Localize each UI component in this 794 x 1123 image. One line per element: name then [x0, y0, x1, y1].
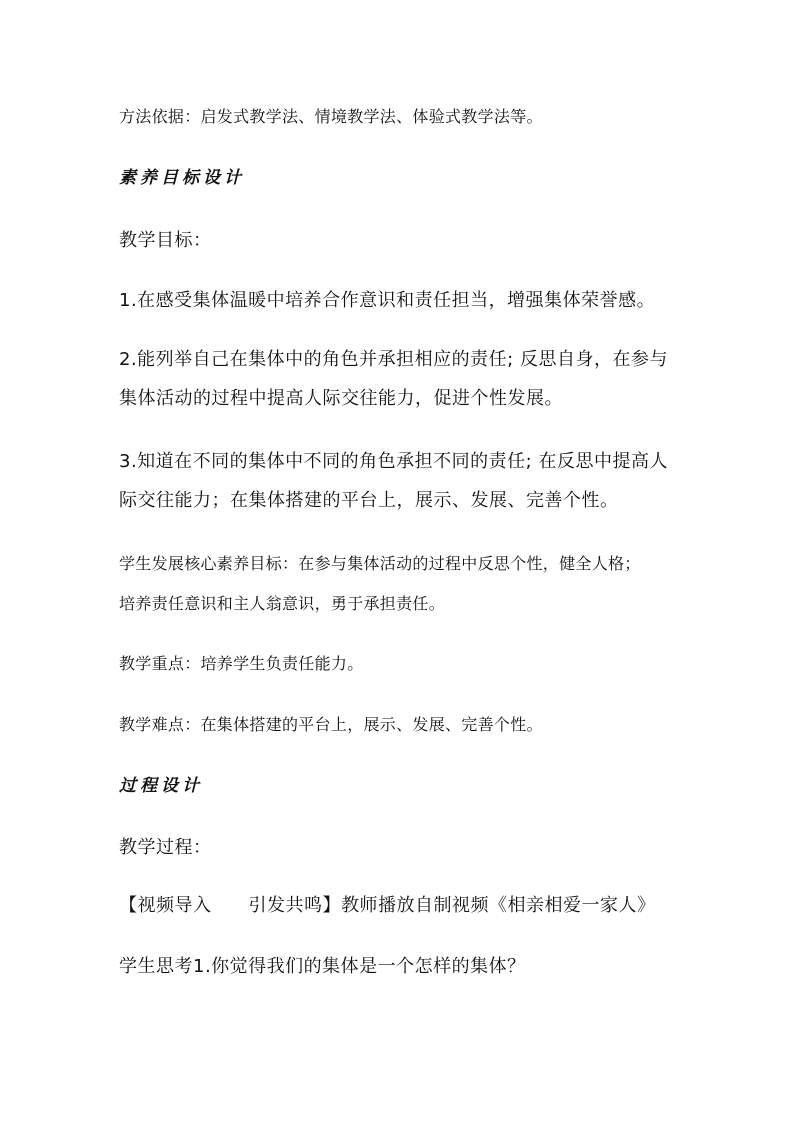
core-literacy-line-2: 培养责任意识和主人翁意识，勇于承担责任。: [119, 594, 446, 613]
goal-3-line-2: 际交往能力；在集体搭建的平台上，展示、发展、完善个性。: [119, 490, 619, 511]
method-basis: 方法依据：启发式教学法、情境教学法、体验式教学法等。: [119, 107, 543, 126]
goal-2-line-2: 集体活动的过程中提高人际交往能力，促进个性发展。: [119, 388, 563, 409]
teaching-goals-label: 教学目标：: [119, 230, 212, 251]
section-heading-literacy-goals: 素养目标设计: [119, 168, 245, 188]
teaching-difficulty: 教学难点：在集体搭建的平台上，展示、发展、完善个性。: [119, 715, 543, 734]
goal-1: 1.在感受集体温暖中培养合作意识和责任担当，增强集体荣誉感。: [119, 290, 656, 311]
student-question-1: 学生思考1.你觉得我们的集体是一个怎样的集体？: [119, 956, 526, 977]
goal-2-line-1: 2.能列举自己在集体中的角色并承担相应的责任; 反思自身，在参与: [119, 349, 668, 370]
section-heading-process-design: 过程设计: [119, 776, 203, 796]
goal-3-line-1: 3.知道在不同的集体中不同的角色承担不同的责任; 在反思中提高人: [119, 451, 668, 472]
teaching-process-label: 教学过程：: [119, 837, 212, 858]
teaching-focus: 教学重点：培养学生负责任能力。: [119, 654, 364, 673]
core-literacy-line-1: 学生发展核心素养目标：在参与集体活动的过程中反思个性，健全人格；: [119, 554, 641, 573]
video-intro: 【视频导入 引发共鸣】教师播放自制视频《相亲相爱一家人》: [119, 895, 656, 916]
